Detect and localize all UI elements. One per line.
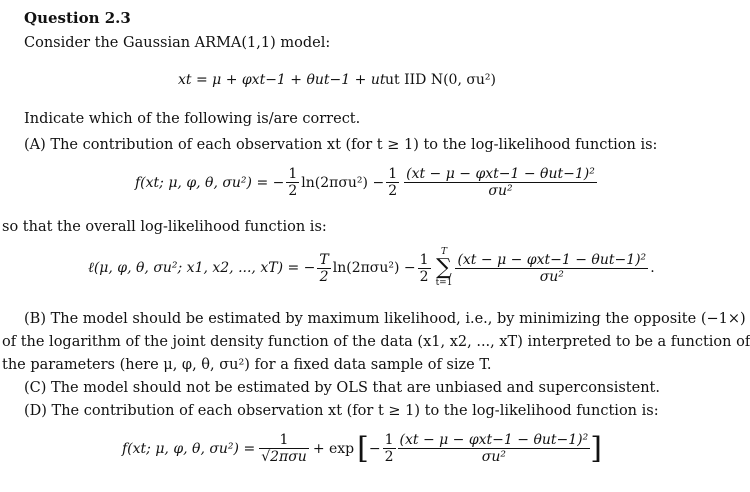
a-eq-half bbox=[286, 166, 299, 199]
option-b-line2: of the logarithm of the joint density function of the data (x1, x2, ..., xT) interpreted to be a function of bbox=[2, 334, 750, 350]
a2-t-num: T bbox=[319, 251, 329, 268]
a2-half bbox=[418, 252, 431, 285]
a-half-den: 2 bbox=[288, 183, 298, 199]
option-c-text: (C) The model should not be estimated by OLS that are unbiased and superconsistent. bbox=[24, 380, 660, 396]
a-half-den-2: 2 bbox=[388, 183, 398, 199]
a-eq-lhs: f(xt; μ, φ, θ, σu²) = − bbox=[135, 174, 285, 191]
a-eq-mid: ln(2πσu²) − bbox=[301, 174, 385, 191]
option-b-line3: the parameters (here μ, φ, θ, σu²) for a fixed data sample of size T. bbox=[2, 357, 492, 373]
d-eq-fraction bbox=[259, 432, 309, 465]
question-title: Question 2.3 bbox=[24, 9, 131, 27]
a2-half-num: 1 bbox=[419, 251, 429, 268]
a2-t-den: 2 bbox=[317, 268, 330, 285]
a-frac-num: (xt − μ − φxt−1 − θut−1)² bbox=[406, 166, 595, 182]
a2-frac-num: (xt − μ − φxt−1 − θut−1)² bbox=[457, 251, 647, 268]
option-a-after-text: so that the overall log-likelihood function is: bbox=[2, 219, 327, 235]
option-a-loglik-equation bbox=[88, 248, 655, 288]
option-a-equation bbox=[135, 166, 597, 199]
sum-icon: ∑ bbox=[436, 255, 452, 280]
d-half-den: 2 bbox=[384, 449, 394, 465]
a2-eq-fraction bbox=[455, 252, 648, 285]
option-d-equation bbox=[122, 432, 602, 465]
d-frac-den: √2πσu bbox=[261, 449, 307, 465]
option-b-line1: (B) The model should be estimated by maximum likelihood, i.e., by minimizing the opposite (−1×) bbox=[24, 311, 746, 327]
a2-eq-mid: ln(2πσu²) − bbox=[332, 260, 416, 276]
d-minus: − bbox=[368, 440, 381, 457]
a2-period: . bbox=[650, 260, 655, 276]
prompt-text: Indicate which of the following is/are correct. bbox=[24, 111, 361, 127]
d-exp-num: (xt − μ − φxt−1 − θut−1)² bbox=[399, 432, 589, 448]
a2-sum-bot: t=1 bbox=[435, 278, 453, 288]
d-eq-mid: + exp bbox=[312, 440, 355, 457]
intro-text: Consider the Gaussian ARMA(1,1) model: bbox=[24, 35, 331, 51]
d-half-num: 1 bbox=[384, 432, 394, 448]
left-bracket-icon: [ bbox=[357, 430, 369, 466]
a2-sum-top: T bbox=[441, 247, 448, 257]
noise-equation: ut IID N(0, σu²) bbox=[385, 72, 496, 88]
d-half bbox=[383, 432, 396, 465]
a-half-num-2: 1 bbox=[388, 166, 398, 182]
a2-half-den: 2 bbox=[419, 268, 429, 285]
d-exp-den: σu² bbox=[398, 448, 591, 465]
d-frac-num: 1 bbox=[279, 432, 289, 448]
a-eq-half-2 bbox=[386, 166, 399, 199]
d-eq-lhs: f(xt; μ, φ, θ, σu²) = bbox=[122, 440, 256, 457]
option-a-text: (A) The contribution of each observation xt (for t ≥ 1) to the log-likelihood function is: bbox=[24, 137, 658, 153]
right-bracket-icon: ] bbox=[590, 430, 602, 466]
model-equation: xt = μ + φxt−1 + θut−1 + ut bbox=[178, 72, 386, 88]
a-frac-den: σu² bbox=[404, 182, 597, 199]
a2-eq-lhs: ℓ(μ, φ, θ, σu²; x1, x2, ..., xT) = − bbox=[88, 259, 316, 276]
a-eq-fraction bbox=[404, 166, 597, 199]
d-exp-fraction bbox=[398, 432, 591, 465]
option-d-text: (D) The contribution of each observation xt (for t ≥ 1) to the log-likelihood function is: bbox=[24, 403, 659, 419]
a2-frac-den: σu² bbox=[455, 268, 648, 285]
a-half-num: 1 bbox=[288, 166, 298, 182]
a2-sum bbox=[436, 248, 453, 288]
a2-t-over-2 bbox=[317, 252, 330, 285]
